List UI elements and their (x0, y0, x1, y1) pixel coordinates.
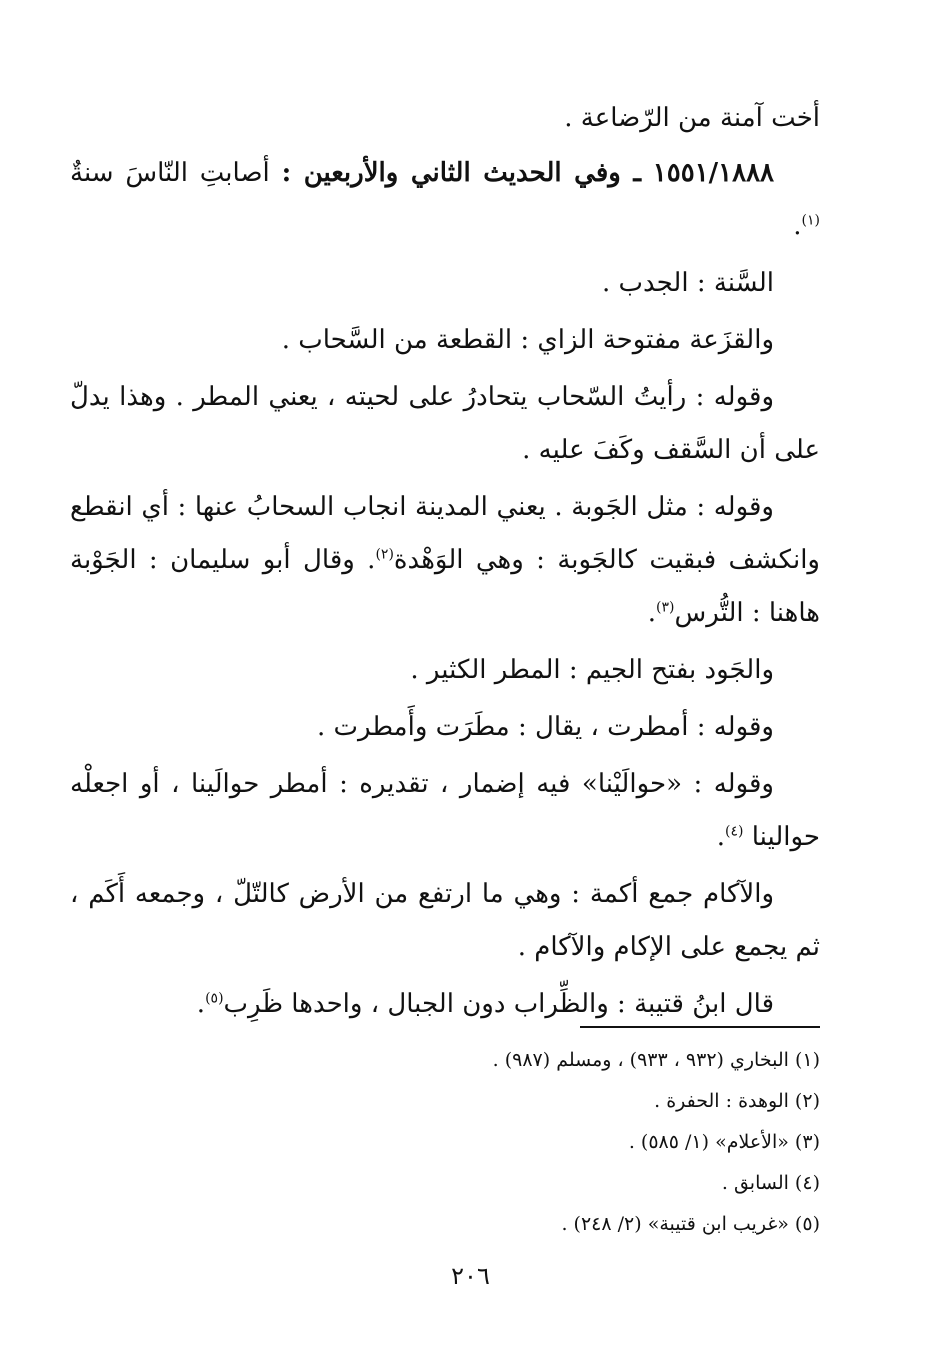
footnote-2: (٢) الوهدة : الحفرة . (654, 1090, 820, 1112)
footnote-3: (٣) «الأعلام» (١/ ٥٨٥) . (628, 1131, 820, 1153)
paragraph-qazaa: والقزَعة مفتوحة الزاي : القطعة من السَّحاب . (281, 325, 774, 355)
hadith-number: ١٥٥١/١٨٨٨ (652, 158, 775, 188)
hadith-title: ـ وفي الحديث الثاني والأربعين : (281, 158, 642, 188)
footnote-1: (١) البخاري (٩٣٢ ، ٩٣٣) ، ومسلم (٩٨٧) . (492, 1049, 820, 1071)
footnote-marker-1[interactable]: (١) (801, 212, 820, 229)
paragraph-ibn-qutayba: قال ابنُ قتيبة : والظِّراب دون الجبال ، واحدها ظَرِب$^{(٥)}$. (196, 989, 774, 1019)
footnote-4: (٤) السابق . (721, 1172, 820, 1194)
paragraph-akam: والآكام جمع أكمة : وهي ما ارتفع من الأرض كالتّلّ ، وجمعه أَكَم ، ثم يجمع على الإكام والآكام . (70, 879, 820, 962)
hadith-paragraph: ١٥٥١/١٨٨٨ ـ وفي الحديث الثاني والأربعين : أصابتِ النّاسَ سنةٌ $^{(١)}$. (70, 158, 820, 241)
main-text (70, 92, 820, 1035)
footnote-marker-3[interactable]: (٣) (656, 599, 675, 616)
paragraph-sahab: وقوله : رأيتُ السّحاب يتحادرُ على لحيته ، يعني المطر . وهذا يدلّ على أن السَّقف وكَفَ عليه . (70, 382, 820, 465)
paragraph-amtarat: وقوله : أمطرت ، يقال : مطَرَت وأَمطرت . (316, 712, 774, 742)
paragraph-hawalayna: وقوله : «حوالَيْنا» فيه إضمار ، تقديره : أمطر حوالَينا ، أو اجعلْه حوالينا $^{(٤)}$. (70, 769, 820, 852)
hadith-text: أصابتِ النّاسَ سنةٌ (70, 158, 270, 188)
paragraph-jawd: والجَود بفتح الجيم : المطر الكثير . (410, 655, 774, 685)
paragraph-jawba: وقوله : مثل الجَوبة . يعني المدينة انجاب السحابُ عنها : أي انقطع وانكشف فبقيت كالجَوبة : وهي الوَهْدة$^{(٢)}$. وقال أبو سليمان : الجَوْبة هاهنا : التُّرس$^{(٣)}$. (70, 492, 820, 628)
page-number: ٢٠٦ (451, 1262, 490, 1290)
footnote-5: (٥) «غريب ابن قتيبة» (٢/ ٢٤٨) . (561, 1213, 820, 1235)
footnote-marker-5[interactable]: (٥) (205, 990, 224, 1007)
footnotes (120, 1040, 820, 1245)
footnote-marker-2[interactable]: (٢) (375, 546, 394, 563)
footnote-marker-4[interactable]: (٤) (725, 823, 744, 840)
paragraph-continuation: أخت آمنة من الرّضاعة . (564, 103, 820, 133)
paragraph-sana: السَّنة : الجدب . (602, 268, 774, 298)
footnote-separator (580, 1026, 820, 1028)
